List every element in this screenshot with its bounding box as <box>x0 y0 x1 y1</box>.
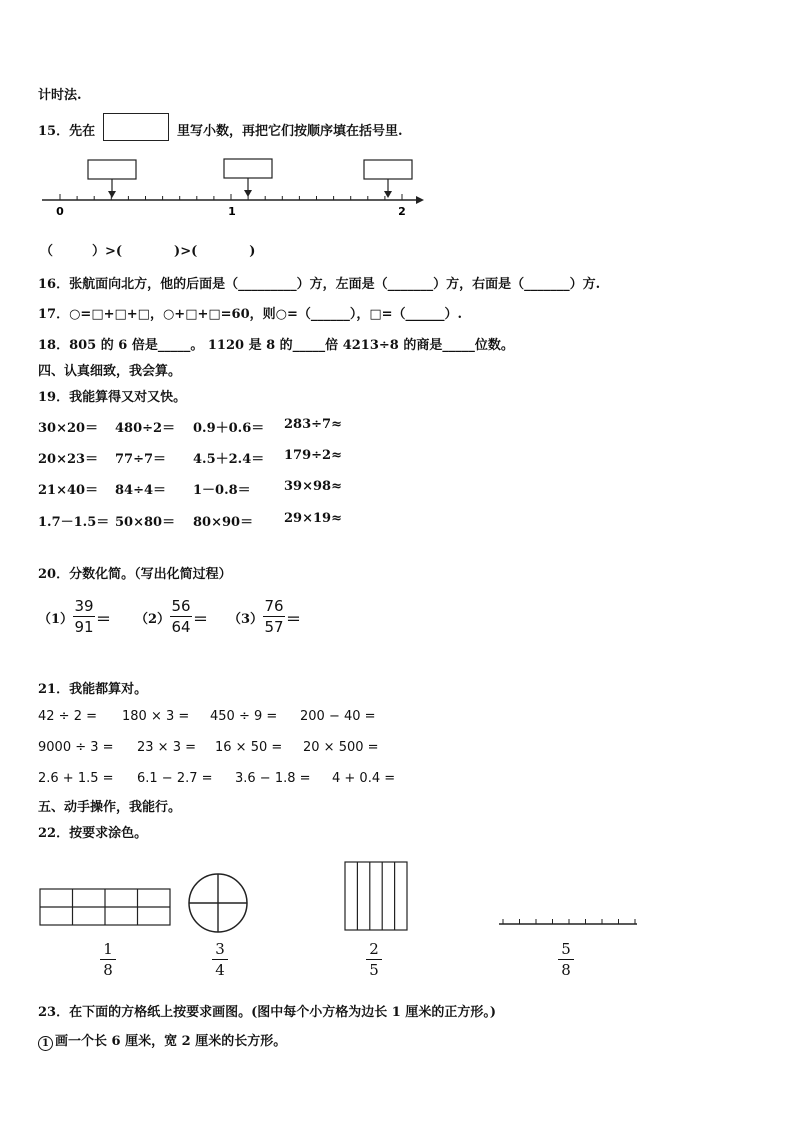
q21-item: 2.6 + 1.5 = <box>38 771 114 786</box>
tick-label-2: 2 <box>398 205 406 217</box>
numerator: 39 <box>74 597 94 615</box>
striped-rectangle-shape[interactable] <box>345 862 407 930</box>
q21-item: 16 × 50 = <box>215 740 283 755</box>
rectangle-grid-shape[interactable] <box>40 889 170 925</box>
q20-label: （1） <box>38 612 74 627</box>
q22-fraction <box>100 940 116 979</box>
q19-item: 1.7－1.5＝ <box>38 515 110 530</box>
denominator: 8 <box>103 961 113 979</box>
q18: 18．805 的 6 倍是_____。 1120 是 8 的_____倍 4213÷8 的商是_____位数。 <box>38 338 514 353</box>
q20-title: 20．分数化简。（写出化简过程） <box>38 567 232 582</box>
q19-item: 1－0.8＝ <box>193 483 251 498</box>
q21-item: 4 + 0.4 = <box>332 771 396 786</box>
top-text: 计时法. <box>38 88 82 103</box>
q19-item: 480÷2＝ <box>115 421 176 436</box>
q20-label: （2） <box>135 612 171 627</box>
circled-number-1: 1 <box>38 1036 53 1051</box>
fraction-bar <box>558 959 574 960</box>
numerator: 1 <box>103 940 113 958</box>
q20-fraction <box>170 597 192 636</box>
q22-fraction <box>212 940 228 979</box>
fraction-bar <box>170 616 192 617</box>
number-line-box-1[interactable] <box>88 160 136 179</box>
q19-item: 50×80＝ <box>115 515 176 530</box>
q20-equals: ＝ <box>286 610 302 628</box>
q20-equals: ＝ <box>96 610 112 628</box>
numerator: 3 <box>215 940 225 958</box>
q21-item: 9000 ÷ 3 = <box>38 740 114 755</box>
fraction-bar <box>100 959 116 960</box>
q19-item: 283÷7≈ <box>284 417 342 432</box>
q19-item: 4.5＋2.4＝ <box>193 452 265 467</box>
q20-fraction <box>263 597 285 636</box>
q21-title: 21．我能都算对。 <box>38 682 148 697</box>
q15-order-line: （ ）>( )>( ) <box>40 244 256 259</box>
denominator: 64 <box>171 618 191 636</box>
q19-title: 19．我能算得又对又快。 <box>38 390 187 405</box>
denominator: 5 <box>369 961 379 979</box>
q15-sample-box <box>103 113 169 141</box>
section-5-heading: 五、动手操作，我能行。 <box>38 800 182 815</box>
q19-item: 0.9＋0.6＝ <box>193 421 265 436</box>
q21-item: 180 × 3 = <box>122 709 190 724</box>
q21-item: 20 × 500 = <box>303 740 379 755</box>
q19-item: 179÷2≈ <box>284 448 342 463</box>
q17: 17．○=□+□+□，○+□+□=60，则○=（______），□=（______）. <box>38 307 463 322</box>
number-line-box-2[interactable] <box>224 159 272 178</box>
tick-label-1: 1 <box>228 205 236 217</box>
q22-title: 22．按要求涂色。 <box>38 826 148 841</box>
q23-item-1-text: 画一个长 6 厘米，宽 2 厘米的长方形。 <box>55 1034 287 1049</box>
q16: 16．张航面向北方，他的后面是（_________）方，左面是（_______）方，右面是（_______）方. <box>38 277 601 292</box>
q19-item: 39×98≈ <box>284 479 342 494</box>
section-4-heading: 四、认真细致，我会算。 <box>38 364 182 379</box>
q22-shapes <box>38 858 648 938</box>
q19-item: 20×23＝ <box>38 452 99 467</box>
q19-item: 29×19≈ <box>284 511 342 526</box>
q15-prefix: 15．先在 <box>38 124 96 139</box>
q21-item: 42 ÷ 2 = <box>38 709 97 724</box>
segment-line-shape[interactable] <box>499 919 637 924</box>
denominator: 8 <box>561 961 571 979</box>
q20-label: （3） <box>228 612 264 627</box>
q20-fraction <box>73 597 95 636</box>
numerator: 76 <box>264 597 284 615</box>
fraction-bar <box>366 959 382 960</box>
numerator: 56 <box>171 597 191 615</box>
q21-item: 200 − 40 = <box>300 709 376 724</box>
denominator: 4 <box>215 961 225 979</box>
denominator: 91 <box>74 618 94 636</box>
numerator: 2 <box>369 940 379 958</box>
denominator: 57 <box>264 618 284 636</box>
q15-suffix: 里写小数，再把它们按顺序填在括号里. <box>177 124 403 139</box>
fraction-bar <box>212 959 228 960</box>
q21-item: 23 × 3 = <box>137 740 196 755</box>
numerator: 5 <box>561 940 571 958</box>
q23-title: 23．在下面的方格纸上按要求画图。(图中每个小方格为边长 1 厘米的正方形。) <box>38 1005 496 1020</box>
fraction-bar <box>263 616 285 617</box>
q19-item: 80×90＝ <box>193 515 254 530</box>
q22-fraction <box>558 940 574 979</box>
circle-shape[interactable] <box>189 874 247 932</box>
q19-item: 84÷4＝ <box>115 483 167 498</box>
number-line <box>38 155 428 217</box>
q19-item: 77÷7＝ <box>115 452 167 467</box>
tick-label-0: 0 <box>56 205 64 217</box>
q19-item: 30×20＝ <box>38 421 99 436</box>
q21-item: 6.1 − 2.7 = <box>137 771 213 786</box>
number-line-box-3[interactable] <box>364 160 412 179</box>
q20-equals: ＝ <box>193 610 209 628</box>
q22-fraction <box>366 940 382 979</box>
q23-item-1 <box>38 1030 286 1051</box>
fraction-bar <box>73 616 95 617</box>
q19-item: 21×40＝ <box>38 483 99 498</box>
q21-item: 450 ÷ 9 = <box>210 709 278 724</box>
q21-item: 3.6 − 1.8 = <box>235 771 311 786</box>
